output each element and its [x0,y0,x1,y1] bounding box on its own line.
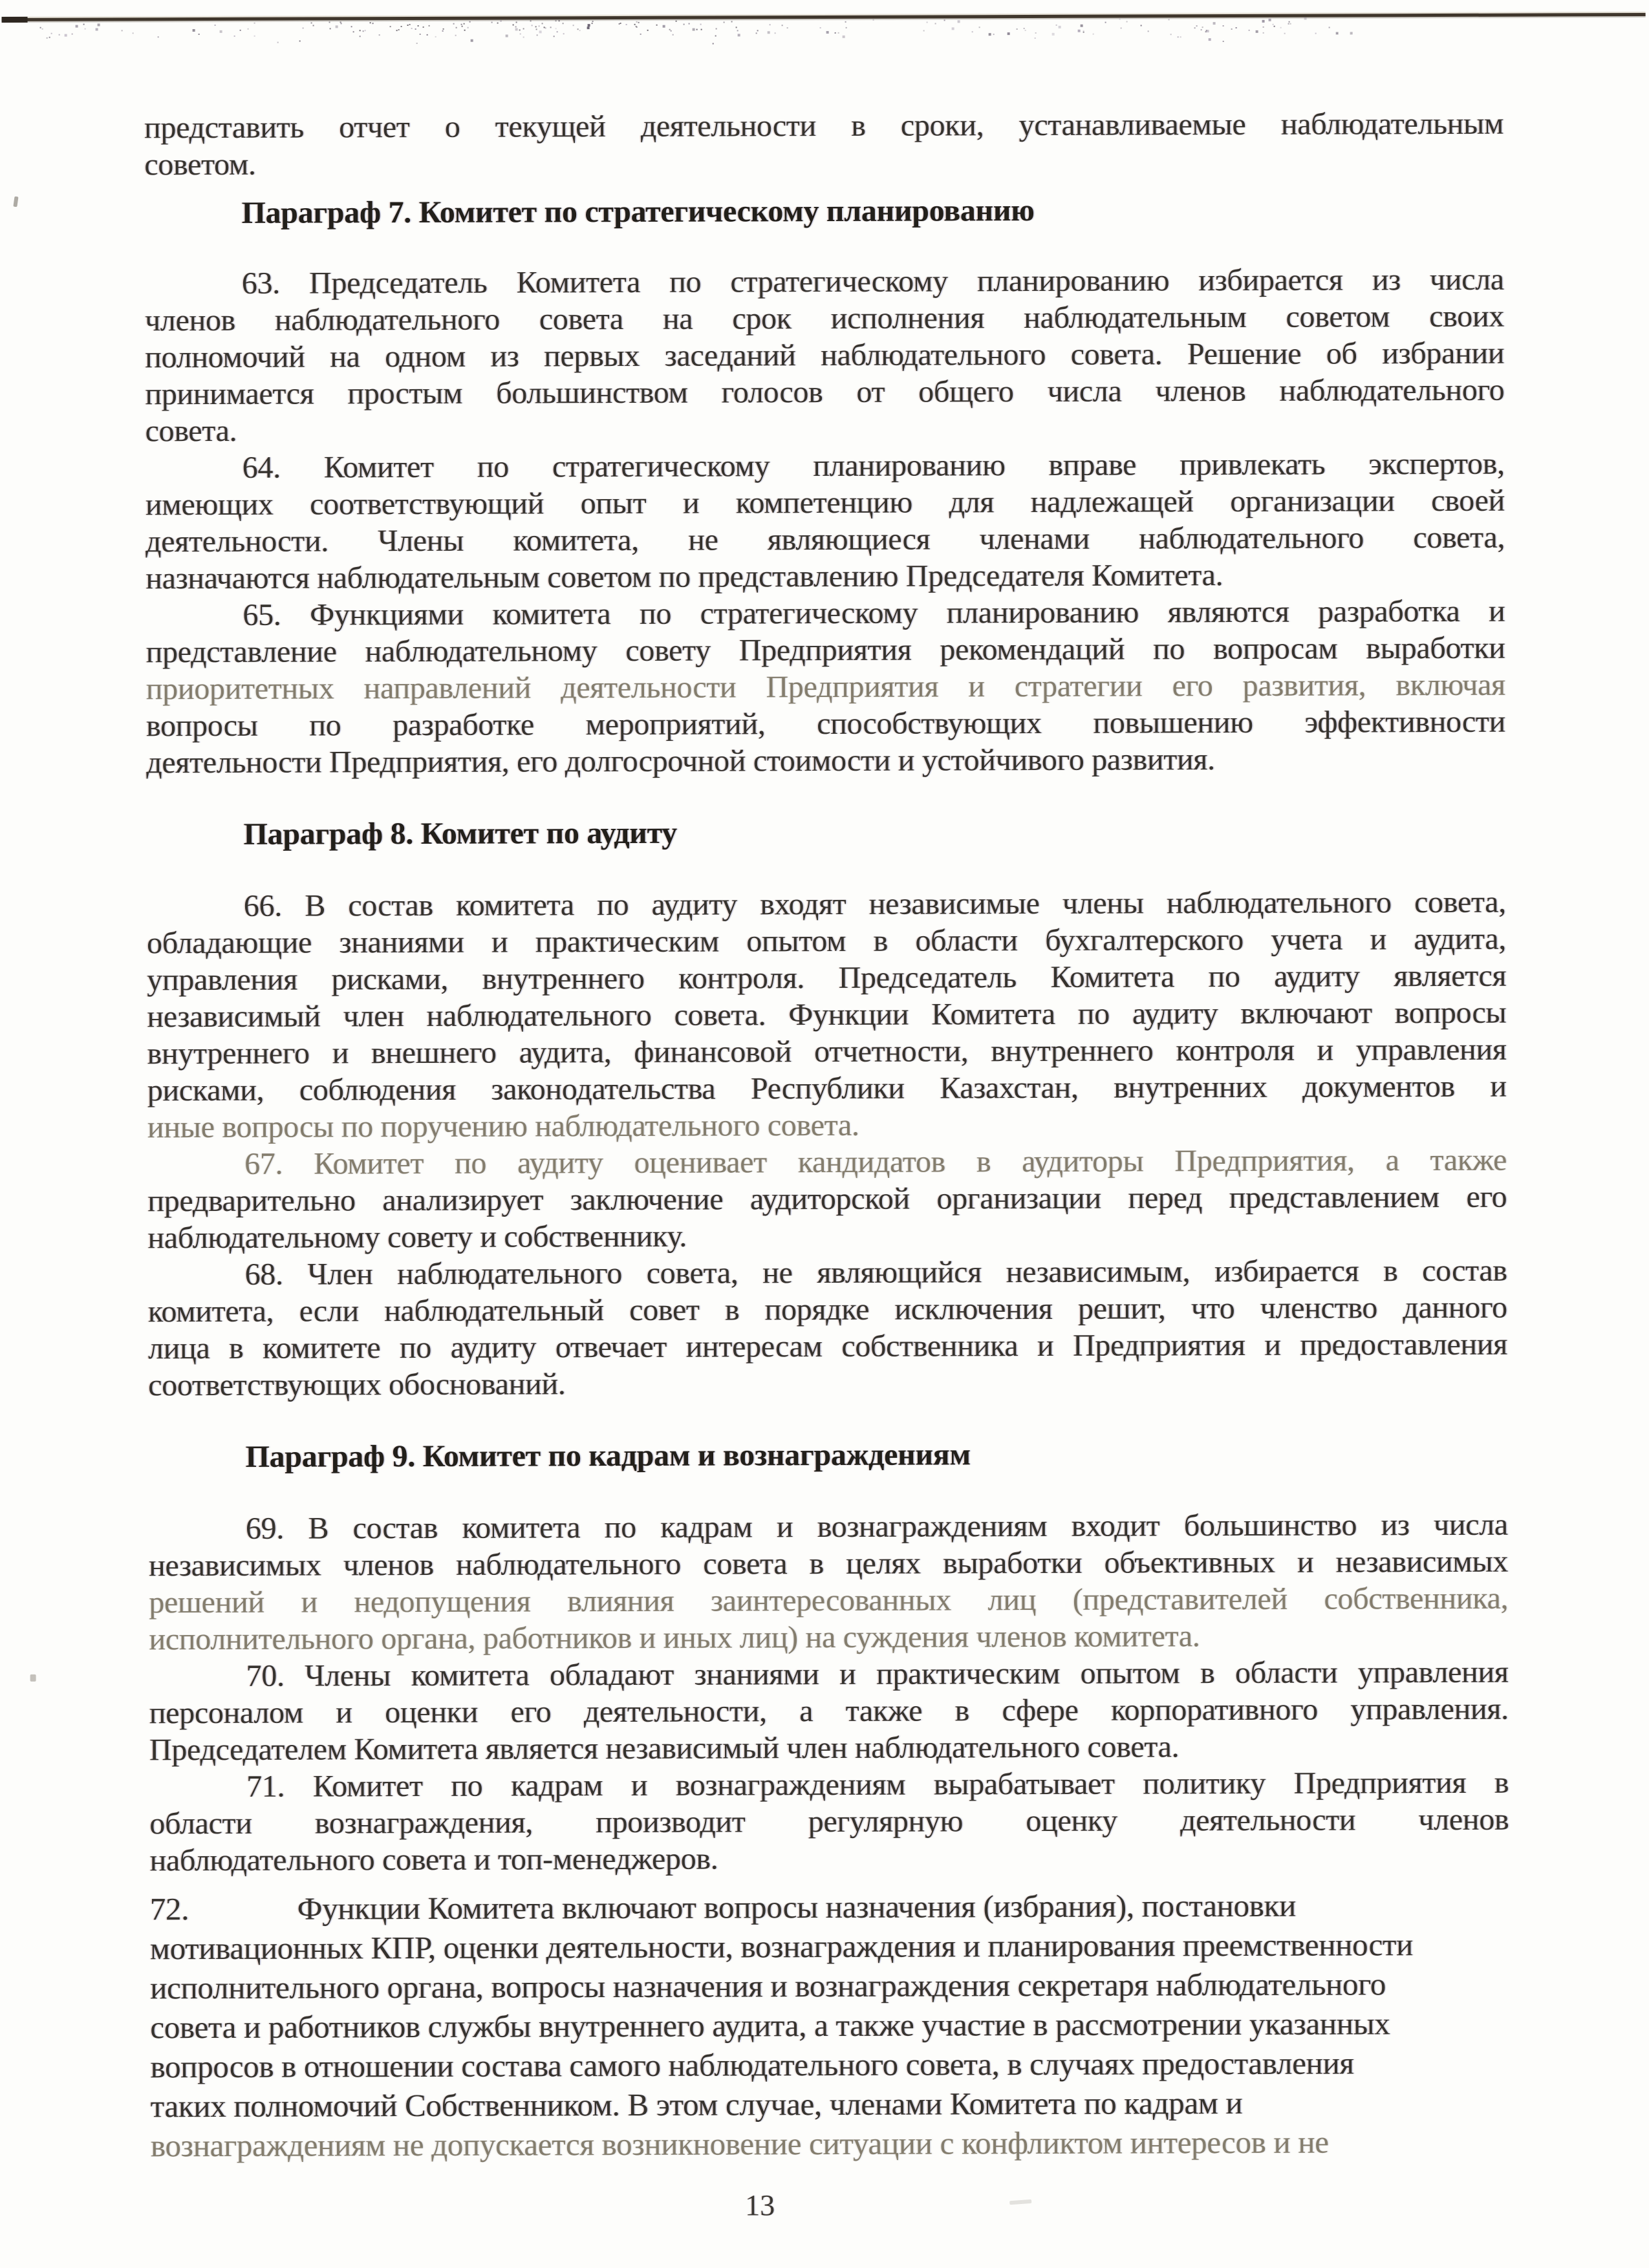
text-line: вознаграждениям не допускается возникновение ситуации с конфликтом интересов и не [150,2124,1329,2164]
text-line: 67. Комитет по аудиту оценивает кандидатов в аудиторы Предприятия, а также [244,1142,1507,1181]
heading-paragraph-7: Параграф 7. Комитет по стратегическому планированию [241,193,1035,230]
scan-edge-artifact [2,13,1646,21]
text-line: 71. Комитет по кадрам и вознаграждениям вырабатывает политику Предприятия в [246,1765,1509,1804]
paragraph-71 [149,1764,1509,1879]
text-line: лица в комитете по аудиту отвечает интересам собственника и Предприятия и предоставления [147,1327,1508,1366]
text-line: советом. [144,147,256,182]
text-line: иные вопросы по поручению наблюдательного совета. [147,1107,859,1145]
text-line: соответствующих обоснований. [148,1367,566,1403]
paragraph-69 [149,1506,1509,1658]
paragraph-66 [147,884,1507,1146]
text-line: членов наблюдательного совета на срок исполнения наблюдательным советом своих [144,299,1505,338]
text-line: назначаются наблюдательным советом по представлению Председателя Комитета. [146,558,1223,596]
paragraph-continuation [144,105,1503,184]
text-line: независимых членов наблюдательного совета в целях выработки объективных и независимых [149,1544,1509,1583]
paragraph-number: 72. [149,1891,189,1927]
text-line: исполнительного органа, вопросы назначения и вознаграждения секретаря наблюдательного [150,1966,1386,2006]
paragraph-63 [145,261,1505,450]
text-line: таких полномочий Собственником. В этом случае, членами Комитета по кадрам и [150,2084,1243,2124]
text-line: мотивационных КПР, оценки деятельности, вознаграждения и планирования преемственности [149,1927,1414,1967]
heading-paragraph-9: Параграф 9. Комитет по кадрам и вознаграждениям [245,1437,971,1474]
text-line: 64. Комитет по стратегическому планированию вправе привлекать экспертов, [242,446,1505,485]
paragraph-64 [146,445,1505,597]
text-line: совета и работников службы внутреннего аудита, а также участие в рассмотрении указанных [150,2006,1390,2046]
text-line: вопросы по разработке мероприятий, способствующих повышению эффективности [146,704,1506,744]
text-line: приоритетных направлений деятельности Предприятия и стратегии его развития, включая [146,667,1505,707]
text-line: совета. [145,413,237,449]
paragraph-65 [146,593,1505,782]
text-line: Председателем Комитета является независимый член наблюдательного совета. [149,1729,1180,1768]
text-line: решений и недопущения влияния заинтересованных лиц (представителей собственника, [149,1581,1509,1620]
paragraph-67 [147,1142,1507,1257]
text-line: области вознаграждения, производит регулярную оценку деятельности членов [149,1802,1509,1841]
text-line: 70. Члены комитета обладают знаниями и практическим опытом в области управления [246,1654,1509,1693]
text-line: управления рисками, внутреннего контроля. Председатель Комитета по аудиту является [147,958,1507,998]
text-line: 69. В состав комитета по кадрам и вознаграждениям входит большинство из числа [245,1507,1508,1546]
text-line: внутреннего и внешнего аудита, финансовой отчетности, внутреннего контроля и управления [147,1032,1507,1071]
text-line: имеющих соответствующий опыт и компетенцию для надлежащей организации своей [145,483,1505,522]
text-line: 72. Функции Комитета включают вопросы назначения (избрания), постановки [150,1885,1509,1929]
text-line: представить отчет о текущей деятельности в сроки, устанавливаемые наблюдательным [144,106,1504,145]
page-number: 13 [745,2188,775,2222]
text-line: независимый член наблюдательного совета. Функции Комитета по аудиту включают вопросы [147,995,1507,1034]
text-line: комитета, если наблюдательный совет в порядке исключения решит, что членство данного [147,1290,1507,1329]
heading-paragraph-8: Параграф 8. Комитет по аудиту [243,815,678,851]
text-line: рисками, соблюдения законодательства Республики Казахстан, внутренних документов и [147,1069,1507,1108]
scan-speckle [30,1674,36,1682]
document-body [144,105,1510,2166]
text-line: наблюдательного совета и топ-менеджеров. [149,1841,718,1878]
text-line: принимается простым большинством голосов от общего числа членов наблюдательного [145,372,1505,412]
paragraph-70 [149,1654,1509,1769]
paragraph-72 [150,1885,1510,2166]
text-line: обладающие знаниями и практическим опытом в области бухгалтерского учета и аудита, [146,921,1507,961]
text-line: наблюдательному совету и собственнику. [147,1219,687,1256]
text-line: вопросов в отношении состава самого наблюдательного совета, в случаях предоставления [150,2045,1354,2085]
text-line: исполнительного органа, работников и иных лиц) на суждения членов комитета. [149,1619,1200,1657]
text-line: 66. В состав комитета по аудиту входят независимые члены наблюдательного совета, [243,884,1506,923]
text-line: представление наблюдательному совету Предприятия рекомендаций по вопросам выработки [146,630,1505,670]
text-line: 68. Член наблюдательного совета, не являющийся независимым, избирается в состав [244,1253,1507,1292]
text-line: 65. Функциями комитета по стратегическому планированию являются разработка и [242,594,1505,632]
text-line: персоналом и оценки его деятельности, а также в сфере корпоративного управления. [149,1691,1509,1731]
scan-speckle [13,197,18,208]
text-line: 63. Председатель Комитета по стратегическому планированию избирается из числа [241,262,1504,301]
text-line: деятельности Предприятия, его долгосрочной стоимости и устойчивого развития. [146,742,1215,780]
paragraph-68 [148,1252,1508,1404]
text-line: полномочий на одном из первых заседаний наблюдательного совета. Решение об избрании [145,336,1505,375]
text-line: деятельности. Члены комитета, не являющиеся членами наблюдательного совета, [146,520,1505,559]
text-line: предварительно анализирует заключение аудиторской организации перед представлением его [147,1179,1507,1219]
